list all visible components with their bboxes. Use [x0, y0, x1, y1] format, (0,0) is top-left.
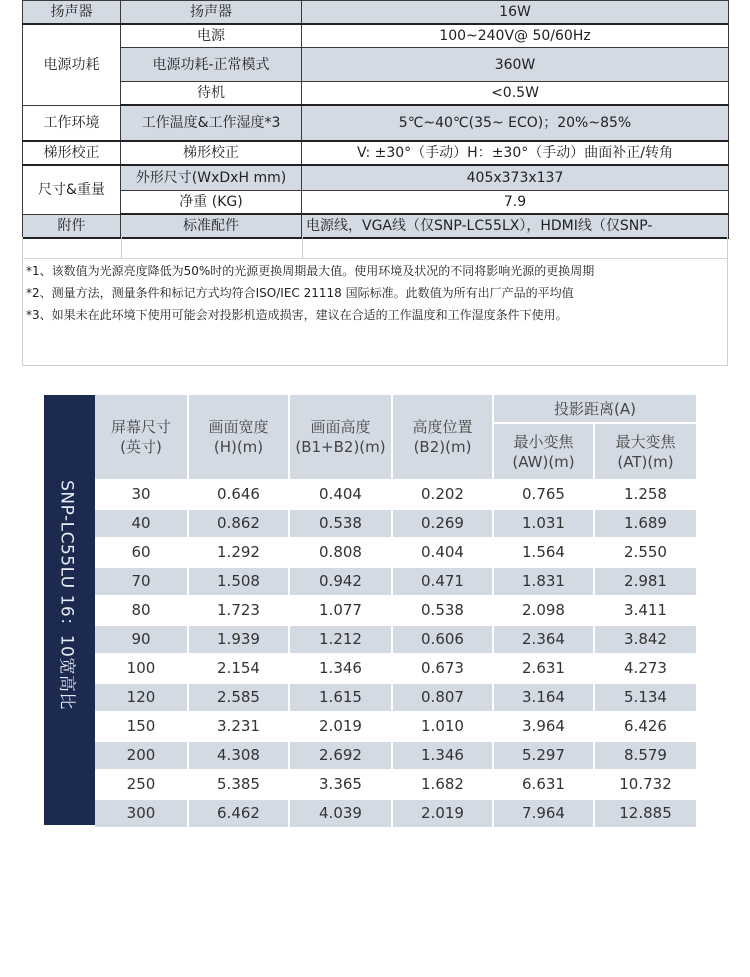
cell-width: 1.723	[189, 597, 290, 626]
cell-min-zoom: 6.631	[494, 771, 595, 800]
cell-screen-size: 200	[95, 742, 189, 771]
header-position	[393, 395, 494, 481]
cell-min-zoom: 5.297	[494, 742, 595, 771]
cell-max-zoom: 12.885	[595, 800, 696, 829]
cell-min-zoom: 7.964	[494, 800, 595, 829]
cell-max-zoom: 8.579	[595, 742, 696, 771]
cell-width: 3.231	[189, 713, 290, 742]
cell-min-zoom: 2.098	[494, 597, 595, 626]
header-height-unit: (B1+B2)(m)	[295, 438, 386, 456]
spec-item-power-normal: 电源功耗-正常模式	[121, 48, 302, 82]
cell-max-zoom: 2.550	[595, 539, 696, 568]
spec-category-accessories: 附件	[23, 214, 121, 238]
table-row	[95, 481, 696, 510]
cell-screen-size: 300	[95, 800, 189, 829]
spec-value-dimensions: 405x373x137	[302, 165, 729, 191]
cell-position: 0.606	[393, 626, 494, 655]
cell-position: 0.202	[393, 481, 494, 510]
header-max-zoom-unit: (AT)(m)	[617, 452, 674, 471]
header-max-zoom-label: 最大变焦	[615, 432, 676, 451]
spec-blank-row	[22, 237, 728, 259]
cell-position: 0.538	[393, 597, 494, 626]
header-position-label: 高度位置	[412, 418, 473, 436]
cell-min-zoom: 3.964	[494, 713, 595, 742]
cell-width: 0.646	[189, 481, 290, 510]
cell-min-zoom: 0.765	[494, 481, 595, 510]
cell-min-zoom: 1.831	[494, 568, 595, 597]
footnote-3: *3、如果未在此环境下使用可能会对投影机造成损害，建议在合适的工作温度和工作湿度条件下使用。	[26, 308, 568, 322]
spec-item-standby: 待机	[121, 82, 302, 106]
cell-max-zoom: 4.273	[595, 655, 696, 684]
cell-width: 1.292	[189, 539, 290, 568]
cell-position: 0.269	[393, 510, 494, 539]
table-row	[95, 655, 696, 684]
cell-position: 1.682	[393, 771, 494, 800]
cell-screen-size: 150	[95, 713, 189, 742]
header-throw-distance: 投影距离(A)	[494, 395, 696, 424]
cell-height: 3.365	[290, 771, 393, 800]
cell-position: 0.471	[393, 568, 494, 597]
header-screen-size-unit: (英寸)	[120, 438, 162, 456]
blank-cell	[303, 237, 728, 259]
cell-width: 1.939	[189, 626, 290, 655]
table-row	[95, 510, 696, 539]
header-width-label: 画面宽度	[208, 418, 269, 436]
spec-value-standby: <0.5W	[302, 82, 729, 106]
cell-max-zoom: 2.981	[595, 568, 696, 597]
header-position-unit: (B2)(m)	[413, 438, 472, 456]
header-max-zoom	[595, 424, 696, 481]
cell-width: 6.462	[189, 800, 290, 829]
cell-min-zoom: 2.631	[494, 655, 595, 684]
spec-value-power-normal: 360W	[302, 48, 729, 82]
cell-height: 2.019	[290, 713, 393, 742]
cell-position: 1.346	[393, 742, 494, 771]
header-min-zoom-unit: (AW)(m)	[512, 452, 575, 471]
spec-value-keystone: V: ±30°（手动）H：±30°（手动）曲面补正/转角	[302, 141, 729, 165]
cell-width: 4.308	[189, 742, 290, 771]
cell-height: 2.692	[290, 742, 393, 771]
cell-position: 2.019	[393, 800, 494, 829]
cell-max-zoom: 3.842	[595, 626, 696, 655]
cell-max-zoom: 3.411	[595, 597, 696, 626]
cell-height: 1.077	[290, 597, 393, 626]
spec-value-weight: 7.9	[302, 191, 729, 215]
throw-distance-rows	[95, 481, 696, 829]
table-row	[95, 597, 696, 626]
cell-min-zoom: 2.364	[494, 626, 595, 655]
cell-screen-size: 80	[95, 597, 189, 626]
cell-height: 4.039	[290, 800, 393, 829]
blank-cell	[121, 237, 303, 259]
cell-height: 0.404	[290, 481, 393, 510]
spec-table	[22, 0, 729, 239]
spec-value-speaker: 16W	[302, 1, 729, 25]
footnotes-box	[22, 258, 728, 366]
throw-distance-section	[44, 395, 696, 825]
cell-height: 1.346	[290, 655, 393, 684]
cell-screen-size: 70	[95, 568, 189, 597]
header-min-zoom	[494, 424, 595, 481]
table-row	[95, 626, 696, 655]
spec-value-accessories: 电源线，VGA线（仅SNP-LC55LX），HDMI线（仅SNP-	[302, 214, 729, 238]
spec-item-dimensions: 外形尺寸(WxDxH mm)	[121, 165, 302, 191]
spec-value-power-supply: 100~240V@ 50/60Hz	[302, 24, 729, 48]
spec-item-speaker: 扬声器	[121, 1, 302, 25]
spec-item-environment: 工作温度&工作湿度*3	[121, 105, 302, 141]
header-height-label: 画面高度	[310, 418, 371, 436]
spec-item-accessories: 标准配件	[121, 214, 302, 238]
cell-height: 0.538	[290, 510, 393, 539]
model-side-band	[44, 395, 95, 825]
table-row	[95, 713, 696, 742]
cell-width: 0.862	[189, 510, 290, 539]
cell-max-zoom: 5.134	[595, 684, 696, 713]
model-aspect-label: SNP-LC55LU 16：10宽高比	[56, 480, 77, 710]
cell-min-zoom: 1.031	[494, 510, 595, 539]
cell-screen-size: 120	[95, 684, 189, 713]
cell-max-zoom: 1.258	[595, 481, 696, 510]
cell-max-zoom: 10.732	[595, 771, 696, 800]
footnote-1: *1、该数值为光源亮度降低为50%时的光源更换周期最大值。使用环境及状况的不同将影响光源的更换周期	[26, 264, 595, 278]
spec-category-environment: 工作环境	[23, 105, 121, 141]
header-screen-size-label: 屏幕尺寸	[110, 418, 171, 436]
spec-item-weight: 净重 (KG)	[121, 191, 302, 215]
header-height	[290, 395, 393, 481]
cell-height: 1.212	[290, 626, 393, 655]
spec-category-size-weight: 尺寸&重量	[23, 165, 121, 214]
spec-value-environment: 5℃~40℃(35~ ECO)；20%~85%	[302, 105, 729, 141]
cell-height: 0.942	[290, 568, 393, 597]
cell-height: 1.615	[290, 684, 393, 713]
cell-screen-size: 40	[95, 510, 189, 539]
cell-position: 0.807	[393, 684, 494, 713]
cell-min-zoom: 1.564	[494, 539, 595, 568]
cell-max-zoom: 6.426	[595, 713, 696, 742]
cell-position: 0.673	[393, 655, 494, 684]
spec-item-keystone: 梯形校正	[121, 141, 302, 165]
spec-category-speaker: 扬声器	[23, 1, 121, 25]
header-min-zoom-label: 最小变焦	[513, 432, 574, 451]
cell-width: 2.585	[189, 684, 290, 713]
blank-cell	[22, 237, 122, 259]
spec-table-section	[22, 0, 728, 239]
table-row	[95, 742, 696, 771]
cell-screen-size: 30	[95, 481, 189, 510]
cell-min-zoom: 3.164	[494, 684, 595, 713]
footnote-2: *2、测量方法，测量条件和标记方式均符合ISO/IEC 21118 国际标准。此数值为所有出厂产品的平均值	[26, 286, 574, 300]
cell-width: 2.154	[189, 655, 290, 684]
table-row	[95, 771, 696, 800]
cell-screen-size: 250	[95, 771, 189, 800]
table-row	[95, 800, 696, 829]
spec-item-power-supply: 电源	[121, 24, 302, 48]
table-row	[95, 684, 696, 713]
cell-screen-size: 60	[95, 539, 189, 568]
cell-width: 5.385	[189, 771, 290, 800]
cell-max-zoom: 1.689	[595, 510, 696, 539]
cell-height: 0.808	[290, 539, 393, 568]
header-screen-size	[95, 395, 189, 481]
spec-category-keystone: 梯形校正	[23, 141, 121, 165]
cell-width: 1.508	[189, 568, 290, 597]
header-width	[189, 395, 290, 481]
cell-position: 1.010	[393, 713, 494, 742]
table-row	[95, 539, 696, 568]
cell-screen-size: 90	[95, 626, 189, 655]
table-row	[95, 568, 696, 597]
throw-distance-table	[95, 395, 696, 829]
cell-position: 0.404	[393, 539, 494, 568]
header-width-unit: (H)(m)	[213, 438, 264, 456]
cell-screen-size: 100	[95, 655, 189, 684]
spec-category-power: 电源功耗	[23, 24, 121, 105]
